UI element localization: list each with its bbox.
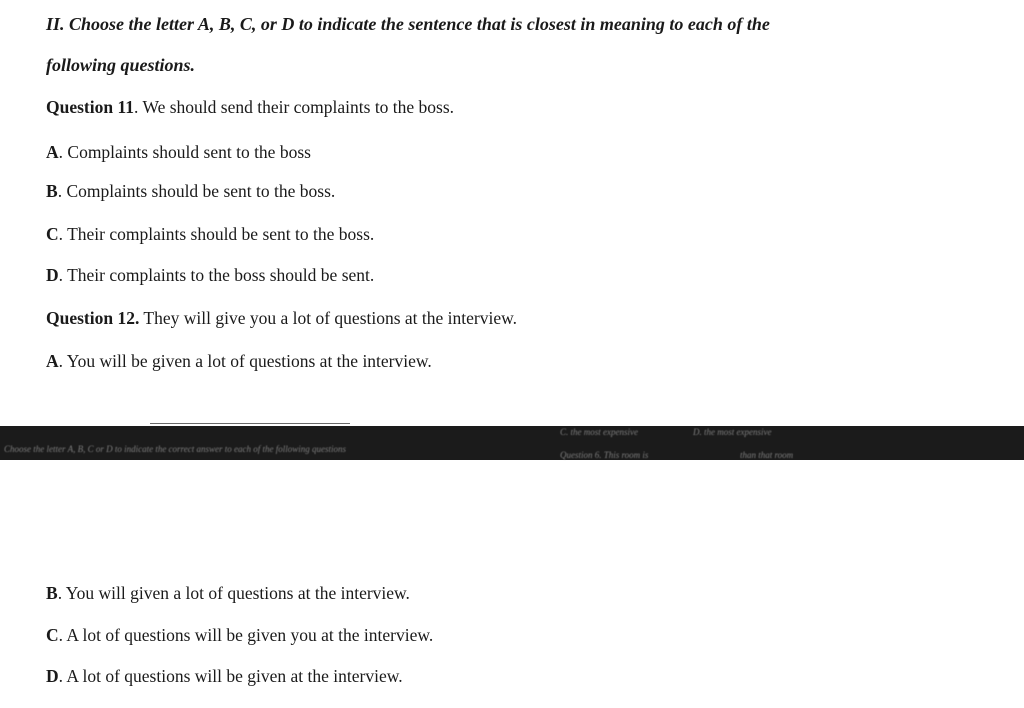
- q12-option-b: [46, 583, 410, 604]
- question-11: [46, 97, 454, 118]
- question-label: Question 11: [46, 97, 135, 117]
- option-text: . A lot of questions will be given at the interview.: [58, 666, 403, 686]
- band-right-bottom-text: than that room: [740, 450, 794, 460]
- instruction-line-2: following questions.: [46, 55, 196, 75]
- option-text: . You will given a lot of questions at the interview.: [57, 583, 410, 603]
- option-letter: D: [46, 265, 59, 285]
- band-mid-top-text: C. the most expensive: [560, 427, 638, 437]
- q11-option-c: [46, 224, 374, 245]
- question-stem: . We should send their complaints to the boss.: [134, 97, 455, 117]
- option-text: . You will be given a lot of questions at the interview.: [58, 351, 432, 371]
- q11-option-d: [46, 265, 374, 286]
- q12-option-c: [46, 625, 433, 646]
- option-text: . Complaints should be sent to the boss.: [57, 181, 336, 201]
- option-letter: C: [46, 625, 59, 645]
- q12-option-a: [46, 351, 432, 372]
- band-right-top-text: D. the most expensive: [693, 427, 772, 437]
- option-letter: D: [46, 666, 59, 686]
- option-letter: A: [46, 351, 59, 371]
- option-letter: B: [46, 583, 58, 603]
- band-mid-bottom-text: Question 6. This room is: [560, 450, 649, 460]
- option-letter: A: [46, 142, 59, 162]
- band-top-rule: [150, 423, 350, 424]
- option-text: . A lot of questions will be given you at the interview.: [58, 625, 434, 645]
- q12-option-d: [46, 666, 403, 687]
- q11-option-b: [46, 181, 335, 202]
- option-letter: B: [46, 181, 58, 201]
- overlay-band: [0, 426, 1024, 460]
- option-text: . Their complaints to the boss should be sent.: [58, 265, 375, 285]
- option-text: . Their complaints should be sent to the boss.: [58, 224, 375, 244]
- option-text: . Complaints should sent to the boss: [58, 142, 311, 162]
- q11-option-a: [46, 142, 311, 163]
- option-letter: C: [46, 224, 59, 244]
- question-label: Question 12.: [46, 308, 140, 328]
- instruction-line-1: II. Choose the letter A, B, C, or D to indicate the sentence that is closest in meaning to each of the: [46, 14, 770, 34]
- band-left-text: Choose the letter A, B, C or D to indicate the correct answer to each of the following questions: [4, 444, 346, 454]
- question-stem: They will give you a lot of questions at the interview.: [139, 308, 517, 328]
- question-12: [46, 308, 517, 329]
